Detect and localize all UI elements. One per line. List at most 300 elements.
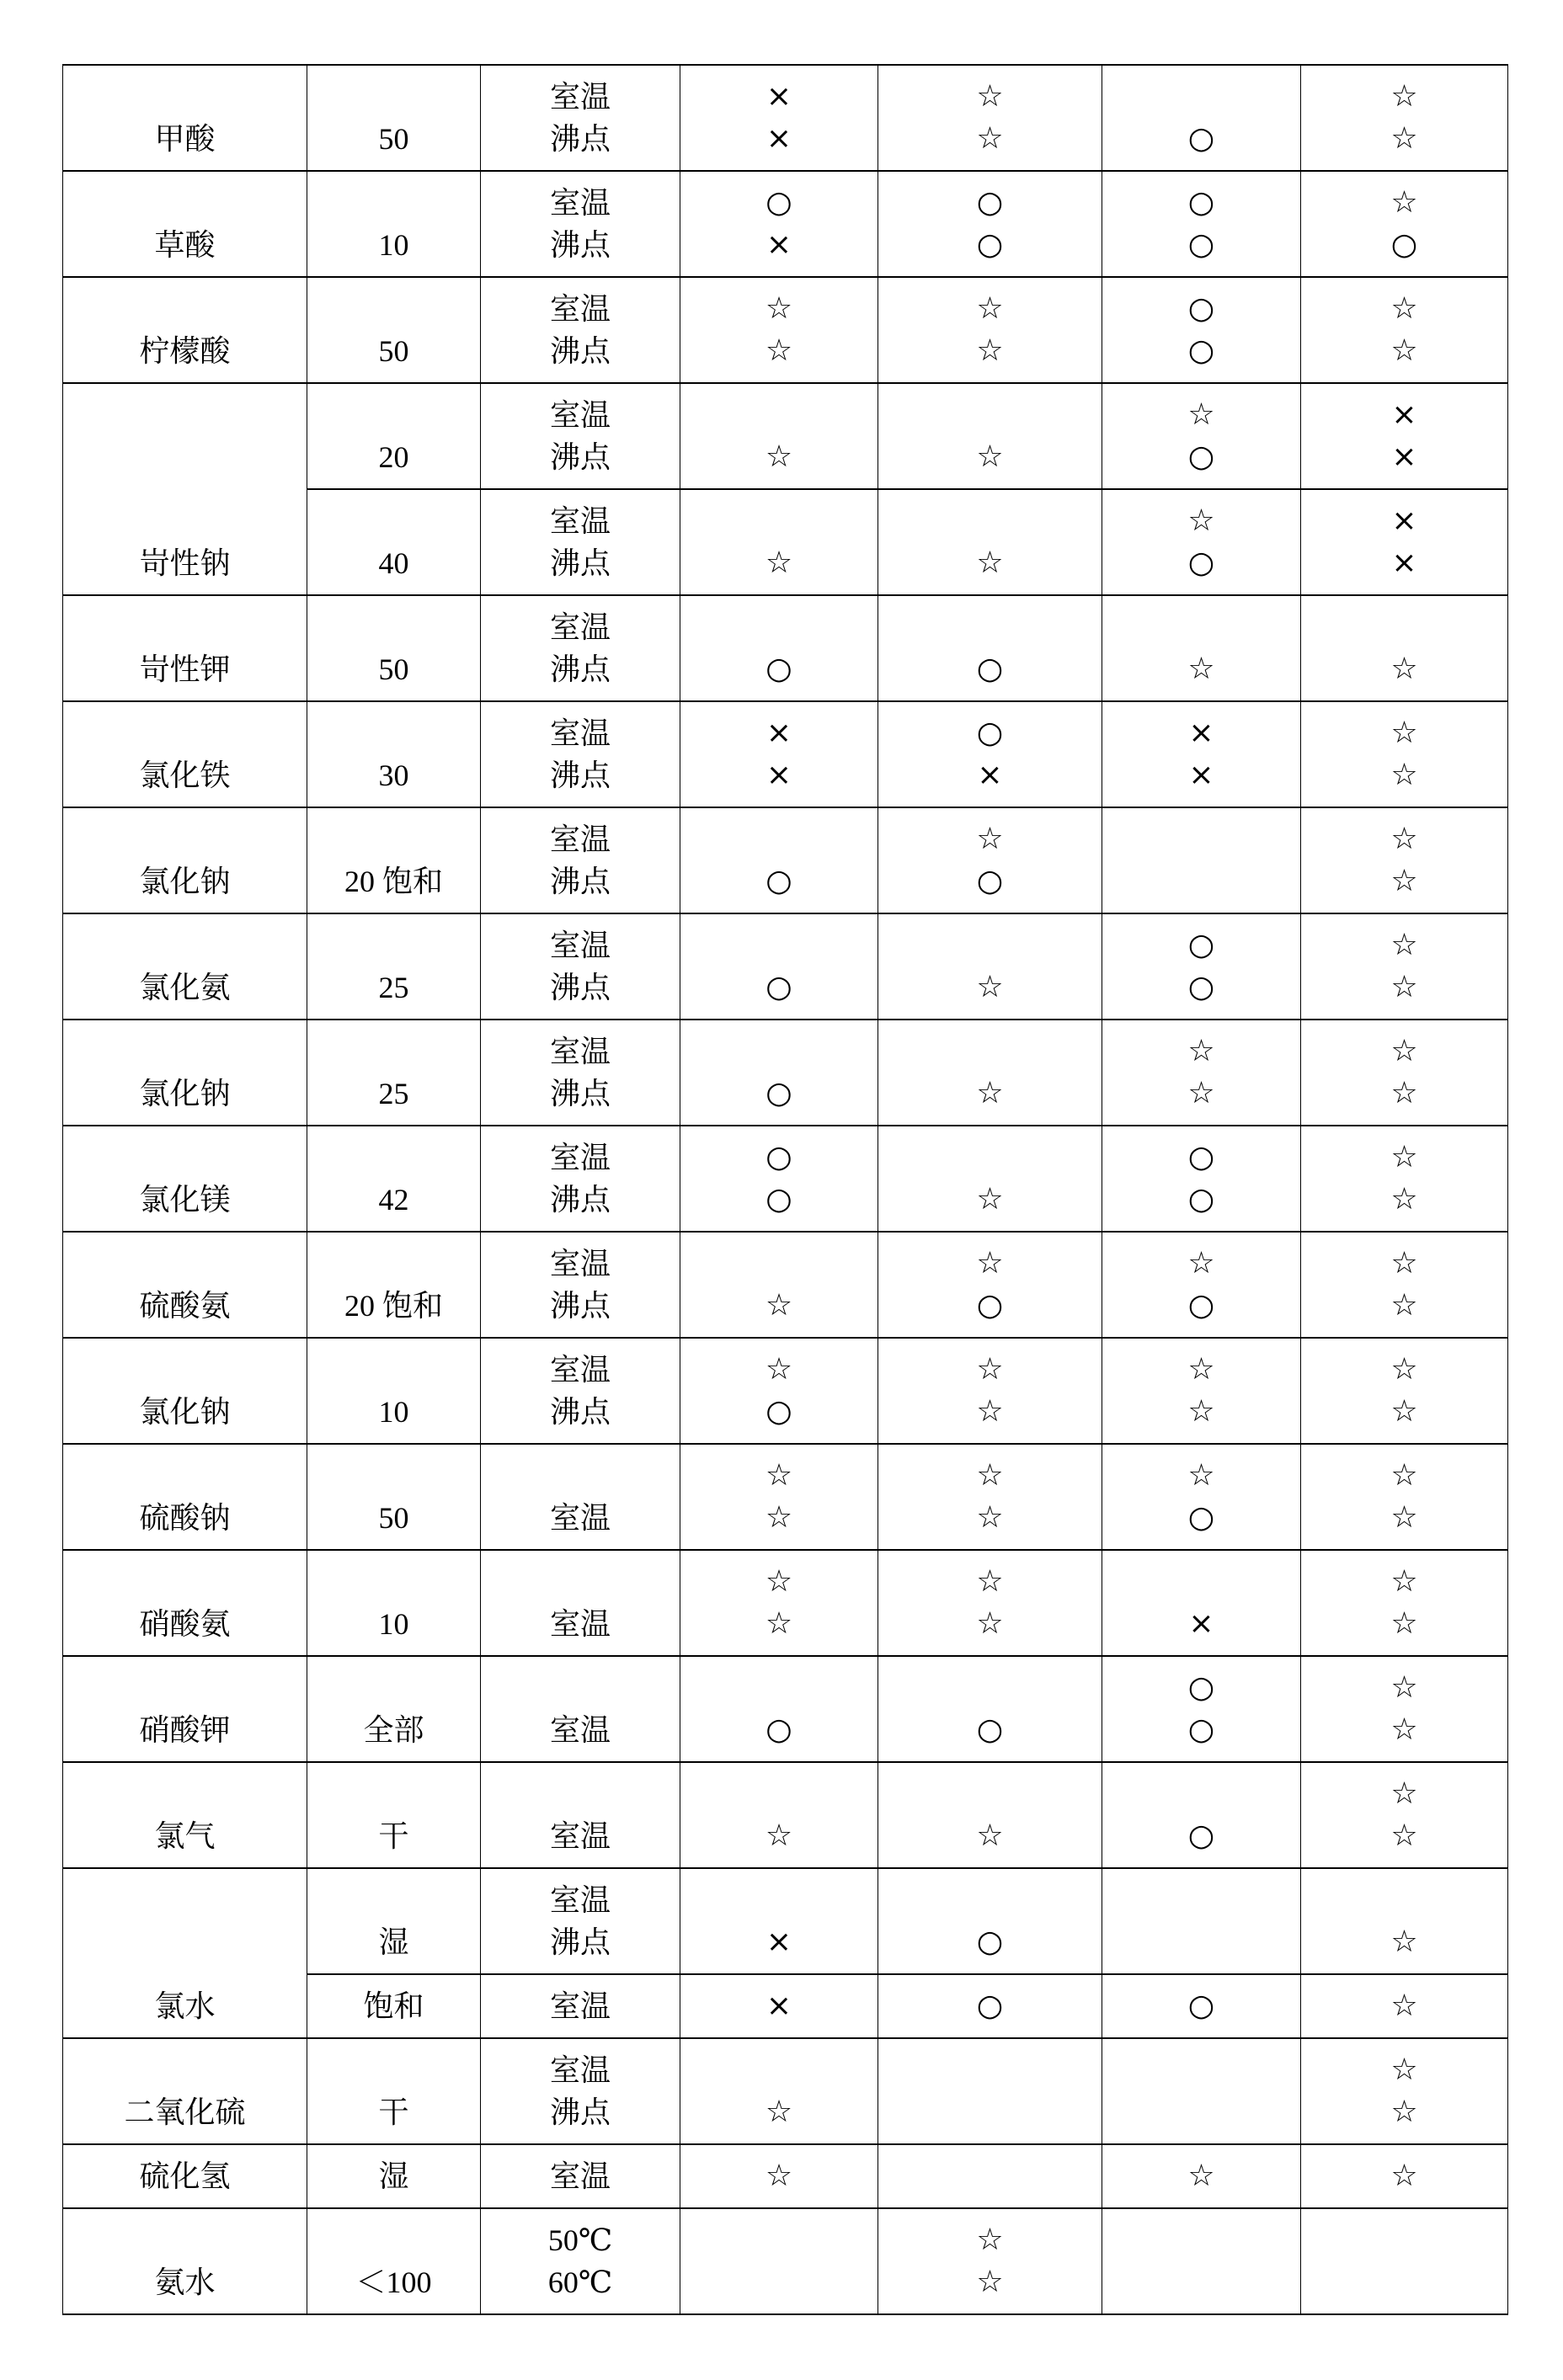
rating-cell (878, 701, 1102, 807)
table-row (63, 1232, 1508, 1338)
rating-symbol: ○ (1187, 1712, 1215, 1747)
rating-symbol: ☆ (1390, 2053, 1418, 2087)
rating-symbol: ☆ (1390, 1034, 1418, 1068)
rating-cell (1102, 1232, 1301, 1338)
rating-symbol (878, 2091, 1102, 2133)
temperature-cell (481, 2038, 680, 2144)
rating-symbol: ○ (976, 1989, 1004, 2023)
rating-symbol: × (765, 121, 792, 156)
rating-cell (1102, 489, 1301, 595)
rating-cell (1102, 383, 1301, 489)
rating-symbol: × (765, 1925, 792, 1959)
rating-cell (1301, 807, 1508, 913)
temperature-cell (481, 807, 680, 913)
rating-symbol: ☆ (976, 79, 1004, 114)
rating-symbol (1102, 2261, 1300, 2303)
rating-symbol: ☆ (1390, 2095, 1418, 2129)
concentration-cell (307, 1550, 481, 1656)
rating-cell (1301, 1762, 1508, 1868)
rating-cell (1102, 595, 1301, 701)
concentration-value: 25 (378, 971, 409, 1004)
rating-cell (878, 595, 1102, 701)
temperature-cell (481, 1020, 680, 1126)
rating-symbol: × (1391, 439, 1417, 474)
rating-symbol (680, 1243, 878, 1285)
rating-cell (680, 489, 878, 595)
rating-symbol: ☆ (976, 333, 1004, 368)
concentration-cell (307, 277, 481, 383)
temperature-label: 沸点 (549, 1183, 611, 1217)
rating-symbol: ☆ (976, 439, 1004, 474)
rating-symbol: ☆ (765, 333, 793, 368)
rating-cell (878, 913, 1102, 1020)
substance-cell (63, 277, 307, 383)
temperature-label: 沸点 (549, 971, 611, 1004)
rating-symbol: ☆ (976, 121, 1004, 156)
rating-symbol: ☆ (765, 1500, 793, 1535)
temperature-label: 室温 (549, 2053, 611, 2087)
rating-symbol: ○ (976, 1712, 1004, 1747)
rating-cell (1102, 2208, 1301, 2314)
rating-cell (680, 171, 878, 277)
rating-symbol: ☆ (1187, 2159, 1215, 2193)
table-row (63, 277, 1508, 383)
temperature-label: 沸点 (549, 1395, 611, 1429)
rating-symbol: ☆ (1390, 2159, 1418, 2193)
rating-symbol: × (765, 79, 792, 114)
rating-symbol: ☆ (1187, 1246, 1215, 1281)
substance-name: 氯化铁 (139, 759, 231, 792)
substance-name: 岢性钠 (139, 546, 231, 580)
rating-symbol: ○ (765, 864, 792, 898)
temperature-label: 沸点 (549, 440, 611, 474)
rating-cell (680, 383, 878, 489)
rating-symbol (1102, 1879, 1300, 1921)
rating-symbol: ☆ (765, 1606, 793, 1641)
temperature-label: 沸点 (549, 1077, 611, 1110)
rating-symbol: × (1188, 758, 1214, 792)
rating-symbol: ☆ (1390, 1606, 1418, 1641)
rating-cell (680, 1868, 878, 1974)
temperature-label: 室温 (549, 1883, 611, 1917)
substance-name: 二氧化硫 (124, 2095, 246, 2129)
temperature-cell (481, 1550, 680, 1656)
rating-symbol: ☆ (1187, 652, 1215, 686)
rating-cell (1301, 1232, 1508, 1338)
rating-symbol: ☆ (1187, 1034, 1215, 1068)
rating-symbol: ☆ (976, 970, 1004, 1004)
rating-symbol: ○ (765, 970, 792, 1004)
temperature-cell (481, 277, 680, 383)
rating-cell (1301, 171, 1508, 277)
rating-cell (1102, 277, 1301, 383)
rating-symbol: ○ (765, 1182, 792, 1217)
table-row (63, 65, 1508, 171)
concentration-cell (307, 701, 481, 807)
concentration-value: 10 (378, 1607, 409, 1641)
rating-cell (680, 913, 878, 1020)
rating-cell (878, 65, 1102, 171)
table-row (63, 2208, 1508, 2314)
rating-symbol: ☆ (976, 1394, 1004, 1429)
rating-symbol: ○ (1187, 439, 1215, 474)
rating-cell (1301, 1974, 1508, 2038)
table-row (63, 807, 1508, 913)
rating-symbol: × (1391, 546, 1417, 580)
table-row (63, 1020, 1508, 1126)
rating-symbol: ☆ (1390, 652, 1418, 686)
rating-cell (1102, 913, 1301, 1020)
rating-cell (1301, 1656, 1508, 1762)
rating-symbol: ○ (765, 185, 792, 220)
rating-symbol: ○ (1187, 185, 1215, 220)
temperature-label (481, 1455, 680, 1497)
rating-symbol (1102, 1773, 1300, 1815)
rating-cell (1301, 1126, 1508, 1232)
rating-symbol: ☆ (1390, 291, 1418, 326)
temperature-cell (481, 2208, 680, 2314)
rating-symbol: ☆ (1187, 397, 1215, 432)
substance-name: 草酸 (154, 228, 216, 262)
rating-symbol: × (765, 716, 792, 750)
temperature-label: 沸点 (549, 865, 611, 898)
rating-symbol (1301, 606, 1507, 648)
rating-symbol (1301, 1879, 1507, 1921)
rating-symbol: × (765, 1989, 792, 2023)
concentration-cell (307, 1656, 481, 1762)
rating-cell (1102, 65, 1301, 171)
rating-symbol: ☆ (1187, 1076, 1215, 1110)
rating-cell (680, 1126, 878, 1232)
concentration-cell (307, 1338, 481, 1444)
rating-symbol: ☆ (976, 1246, 1004, 1281)
temperature-label: 室温 (549, 716, 611, 750)
substance-name: 氯化钠 (139, 865, 231, 898)
rating-symbol: ☆ (765, 2159, 793, 2193)
temperature-cell (481, 2144, 680, 2208)
temperature-cell (481, 1444, 680, 1550)
rating-cell (1301, 65, 1508, 171)
substance-name: 岢性钾 (139, 652, 231, 686)
concentration-value: ＜100 (355, 2266, 432, 2299)
rating-symbol: ☆ (1390, 970, 1418, 1004)
rating-symbol: ○ (1187, 1182, 1215, 1217)
concentration-value: 50 (378, 122, 409, 156)
rating-cell (680, 2144, 878, 2208)
rating-symbol (878, 1773, 1102, 1815)
substance-cell (63, 1656, 307, 1762)
table-row (63, 701, 1508, 807)
rating-symbol: ○ (1187, 1140, 1215, 1174)
table-row (63, 383, 1508, 489)
rating-cell (1102, 1868, 1301, 1974)
rating-cell (680, 1444, 878, 1550)
temperature-cell (481, 1338, 680, 1444)
rating-cell (680, 1656, 878, 1762)
rating-cell (680, 65, 878, 171)
concentration-value: 20 饱和 (344, 865, 443, 898)
rating-cell (1102, 1550, 1301, 1656)
rating-symbol: ☆ (765, 2095, 793, 2129)
rating-cell (878, 171, 1102, 277)
substance-name: 氯气 (154, 1819, 216, 1853)
substance-name: 硫酸氨 (139, 1289, 231, 1323)
rating-symbol (878, 2155, 1102, 2197)
rating-cell (680, 1550, 878, 1656)
concentration-cell (307, 65, 481, 171)
rating-cell (878, 1232, 1102, 1338)
substance-cell (63, 595, 307, 701)
rating-cell (1301, 2144, 1508, 2208)
rating-symbol: ○ (1187, 928, 1215, 962)
rating-symbol (680, 1667, 878, 1709)
table-row (63, 1126, 1508, 1232)
rating-symbol: ☆ (765, 291, 793, 326)
rating-cell (1301, 913, 1508, 1020)
concentration-cell (307, 171, 481, 277)
rating-cell (680, 277, 878, 383)
substance-cell (63, 2144, 307, 2208)
rating-symbol: ☆ (1390, 1712, 1418, 1747)
rating-symbol (680, 500, 878, 542)
rating-cell (1301, 1020, 1508, 1126)
temperature-label: 室温 (549, 504, 611, 538)
rating-cell (878, 1550, 1102, 1656)
rating-cell (680, 807, 878, 913)
rating-symbol (878, 1030, 1102, 1073)
temperature-label: 50℃ (547, 2223, 613, 2257)
rating-cell (1301, 595, 1508, 701)
concentration-value: 饱和 (363, 1989, 424, 2023)
rating-cell (680, 2038, 878, 2144)
rating-symbol: ☆ (976, 822, 1004, 856)
rating-symbol: ☆ (1187, 1458, 1215, 1493)
concentration-cell (307, 807, 481, 913)
rating-symbol (680, 2261, 878, 2303)
rating-symbol: ☆ (1390, 928, 1418, 962)
substance-name: 氯化镁 (139, 1183, 231, 1217)
substance-name: 氯水 (154, 1989, 216, 2023)
rating-cell (680, 1020, 878, 1126)
rating-cell (878, 277, 1102, 383)
rating-symbol: ☆ (976, 546, 1004, 580)
temperature-label: 60℃ (547, 2266, 613, 2299)
temperature-cell (481, 489, 680, 595)
rating-symbol: ☆ (1187, 1352, 1215, 1387)
concentration-value: 25 (378, 1077, 409, 1110)
rating-symbol (878, 606, 1102, 648)
rating-symbol: ○ (1187, 1500, 1215, 1535)
temperature-label: 室温 (549, 1353, 611, 1387)
temperature-label: 沸点 (549, 652, 611, 686)
substance-name: 氯化钠 (139, 1077, 231, 1110)
rating-symbol: ○ (1187, 227, 1215, 262)
rating-symbol (1102, 1921, 1300, 1963)
rating-symbol: ☆ (1187, 1394, 1215, 1429)
rating-cell (680, 595, 878, 701)
rating-symbol: × (1391, 503, 1417, 538)
concentration-cell (307, 1762, 481, 1868)
rating-symbol: ○ (1187, 1670, 1215, 1705)
temperature-label: 室温 (549, 1501, 611, 1535)
rating-symbol: ☆ (976, 1182, 1004, 1217)
rating-symbol: ☆ (765, 1818, 793, 1853)
concentration-cell (307, 1020, 481, 1126)
rating-symbol (1102, 606, 1300, 648)
rating-symbol: ☆ (976, 1818, 1004, 1853)
rating-cell (878, 1762, 1102, 1868)
concentration-cell (307, 489, 481, 595)
table-row (63, 1550, 1508, 1656)
temperature-label: 室温 (549, 1607, 611, 1641)
table-row (63, 1868, 1508, 1974)
rating-symbol: ☆ (1390, 716, 1418, 750)
rating-cell (680, 1974, 878, 2038)
concentration-value: 湿 (378, 2159, 409, 2193)
rating-symbol: ☆ (1390, 1394, 1418, 1429)
rating-cell (1102, 1020, 1301, 1126)
rating-symbol (878, 1667, 1102, 1709)
rating-cell (1301, 1444, 1508, 1550)
temperature-label (481, 1667, 680, 1709)
temperature-cell (481, 171, 680, 277)
temperature-cell (481, 701, 680, 807)
rating-cell (1102, 1656, 1301, 1762)
rating-cell (878, 2144, 1102, 2208)
rating-symbol (878, 2049, 1102, 2091)
substance-cell (63, 171, 307, 277)
rating-symbol: ☆ (1390, 1670, 1418, 1705)
concentration-value: 干 (378, 1819, 409, 1853)
rating-symbol (680, 1879, 878, 1921)
rating-cell (878, 2208, 1102, 2314)
rating-cell (1301, 1550, 1508, 1656)
substance-cell (63, 1444, 307, 1550)
temperature-label: 室温 (549, 1713, 611, 1747)
rating-cell (1301, 277, 1508, 383)
rating-symbol: ○ (976, 1925, 1004, 1959)
rating-symbol: ○ (976, 864, 1004, 898)
substance-cell (63, 1232, 307, 1338)
rating-symbol: ☆ (1390, 79, 1418, 114)
concentration-value: 10 (378, 1395, 409, 1429)
temperature-cell (481, 913, 680, 1020)
substance-name: 硝酸氨 (139, 1607, 231, 1641)
rating-symbol: ○ (765, 1712, 792, 1747)
rating-symbol: ○ (1187, 1818, 1215, 1853)
temperature-label: 室温 (549, 610, 611, 644)
concentration-cell (307, 1444, 481, 1550)
rating-symbol (680, 924, 878, 966)
rating-symbol: ☆ (765, 439, 793, 474)
temperature-label: 室温 (549, 186, 611, 220)
rating-cell (1301, 383, 1508, 489)
concentration-value: 30 (378, 759, 409, 792)
concentration-cell (307, 595, 481, 701)
rating-symbol: ☆ (1390, 1352, 1418, 1387)
rating-symbol (878, 924, 1102, 966)
rating-symbol: ☆ (765, 1458, 793, 1493)
temperature-cell (481, 1762, 680, 1868)
rating-symbol: ○ (976, 652, 1004, 686)
temperature-label: 沸点 (549, 759, 611, 792)
substance-cell (63, 913, 307, 1020)
concentration-value: 全部 (363, 1713, 424, 1747)
rating-symbol: ☆ (765, 1352, 793, 1387)
rating-symbol: ☆ (976, 1500, 1004, 1535)
temperature-label (481, 1561, 680, 1603)
rating-symbol (1102, 1561, 1300, 1603)
temperature-label: 室温 (549, 1035, 611, 1068)
rating-cell (878, 1974, 1102, 2038)
substance-cell (63, 701, 307, 807)
concentration-value: 50 (378, 1501, 409, 1535)
substance-cell (63, 1550, 307, 1656)
table-row (63, 2038, 1508, 2144)
rating-symbol: ☆ (1390, 1776, 1418, 1811)
temperature-label: 室温 (549, 1989, 611, 2023)
rating-symbol (680, 394, 878, 436)
temperature-label: 沸点 (549, 334, 611, 368)
rating-symbol: ☆ (1390, 333, 1418, 368)
temperature-cell (481, 1974, 680, 2038)
rating-symbol: ☆ (976, 1076, 1004, 1110)
rating-symbol (680, 1030, 878, 1073)
rating-symbol: ☆ (976, 2223, 1004, 2257)
concentration-value: 40 (378, 546, 409, 580)
rating-symbol: ☆ (1390, 1140, 1418, 1174)
rating-symbol: ○ (1187, 1989, 1215, 2023)
temperature-label: 室温 (549, 1819, 611, 1853)
rating-cell (1102, 1974, 1301, 2038)
temperature-label: 沸点 (549, 122, 611, 156)
concentration-cell (307, 1126, 481, 1232)
substance-name: 硫酸钠 (139, 1501, 231, 1535)
concentration-cell (307, 2208, 481, 2314)
temperature-label: 室温 (549, 1247, 611, 1281)
rating-symbol (878, 394, 1102, 436)
rating-symbol (1102, 2091, 1300, 2133)
rating-symbol: ☆ (976, 2265, 1004, 2299)
concentration-cell (307, 1232, 481, 1338)
rating-cell (1102, 171, 1301, 277)
rating-symbol: ○ (976, 716, 1004, 750)
concentration-value: 50 (378, 652, 409, 686)
rating-symbol: ☆ (1390, 1182, 1418, 1217)
rating-symbol (680, 1773, 878, 1815)
rating-symbol: × (1391, 397, 1417, 432)
substance-name: 甲酸 (154, 122, 216, 156)
rating-symbol: ○ (976, 227, 1004, 262)
temperature-label: 室温 (549, 292, 611, 326)
concentration-value: 20 饱和 (344, 1289, 443, 1323)
rating-cell (1301, 2038, 1508, 2144)
rating-symbol (680, 2219, 878, 2261)
rating-symbol (1102, 2049, 1300, 2091)
temperature-label: 沸点 (549, 2095, 611, 2129)
substance-name: 柠檬酸 (139, 334, 231, 368)
substance-cell (63, 807, 307, 913)
rating-symbol: ☆ (976, 1564, 1004, 1599)
rating-symbol: × (1188, 716, 1214, 750)
rating-cell (1301, 1338, 1508, 1444)
rating-symbol: ○ (1390, 227, 1418, 262)
concentration-value: 50 (378, 334, 409, 368)
rating-symbol (1102, 860, 1300, 902)
rating-symbol: ☆ (1390, 185, 1418, 220)
substance-cell (63, 1868, 307, 2038)
rating-cell (680, 2208, 878, 2314)
